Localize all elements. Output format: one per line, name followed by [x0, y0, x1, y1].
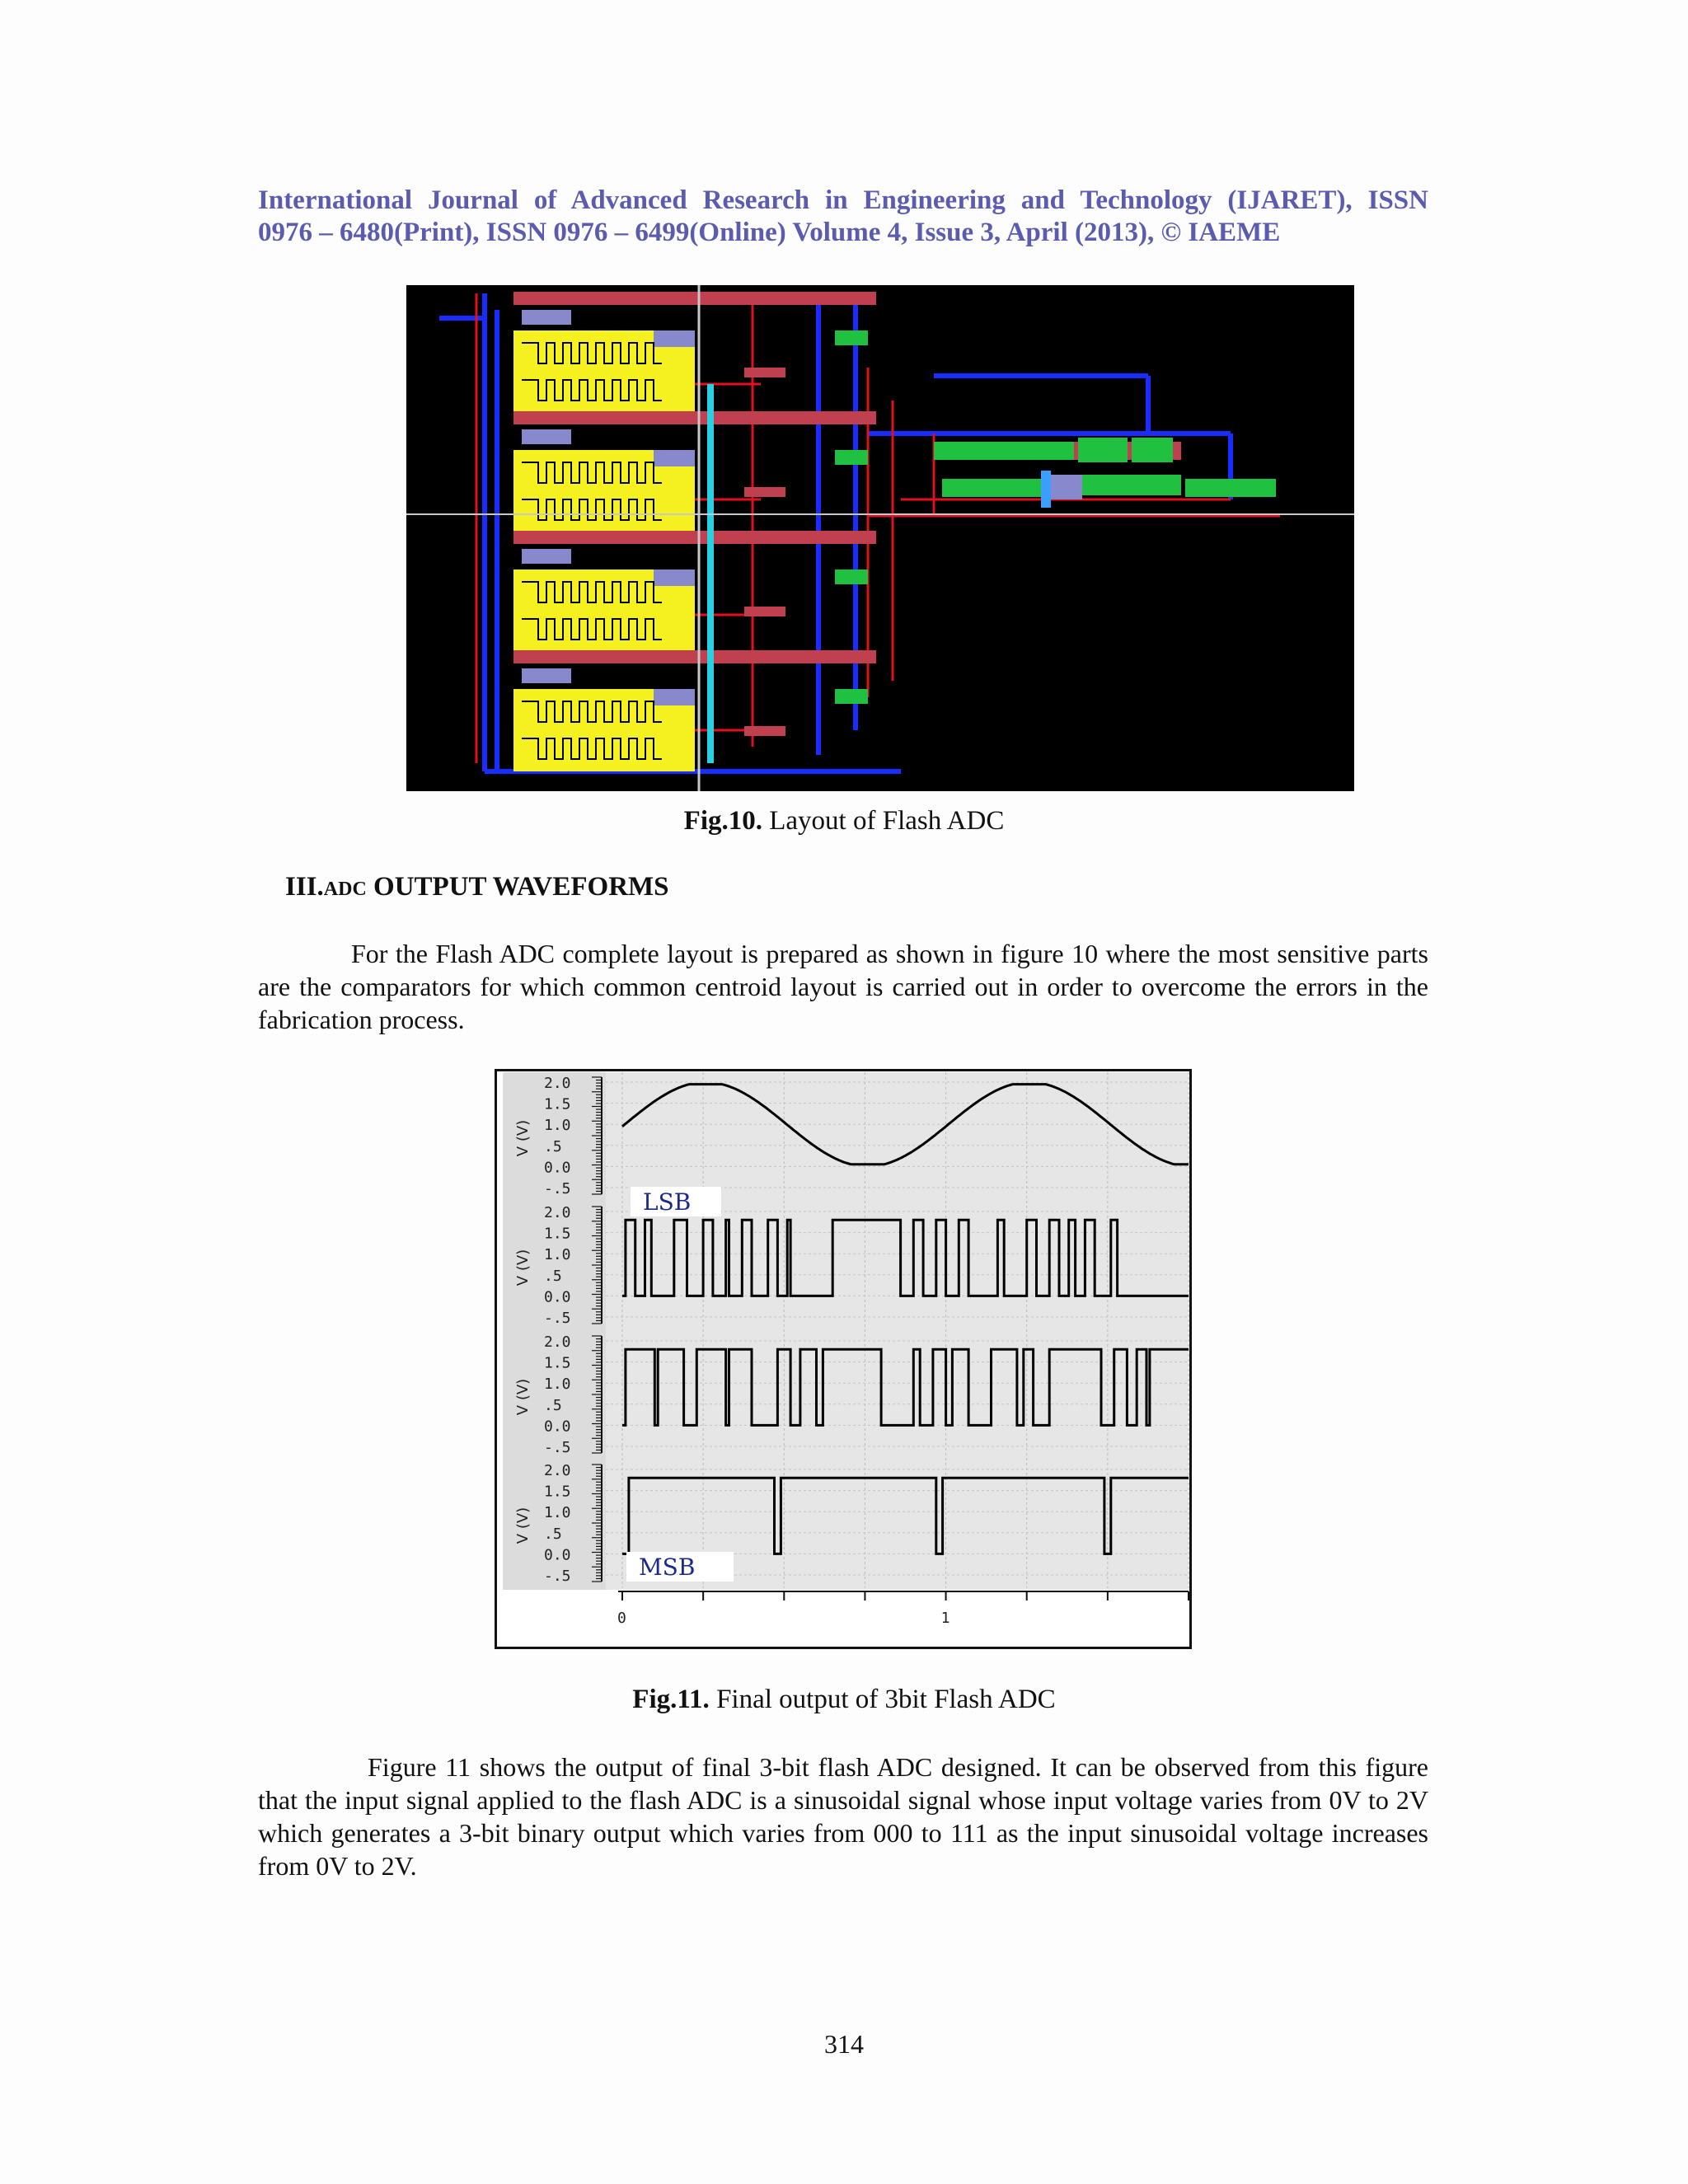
section-title: OUTPUT WAVEFORMS: [366, 872, 669, 902]
y-tick-label: .5: [544, 1525, 562, 1543]
fig10-caption-text: Layout of Flash ADC: [762, 806, 1005, 836]
y-tick-label: 1.5: [544, 1483, 571, 1501]
header-line-2: 0976 – 6480(Print), ISSN 0976 – 6499(Online) Volume 4, Issue 3, April (2013), © IAEME: [258, 218, 1281, 247]
y-axis-label: V (V): [514, 1507, 532, 1544]
section-number: III.: [285, 872, 324, 902]
x-axis-background: [503, 1590, 1189, 1646]
y-tick-label: 0.0: [544, 1288, 571, 1306]
y-tick-label: -.5: [544, 1439, 571, 1456]
y-tick-label: 1.0: [544, 1376, 571, 1394]
fig11-caption: [0, 1685, 1688, 1715]
paragraph-1: For the Flash ADC complete layout is prepared as shown in figure 10 where the most sensitive parts are the comparators for which common centroid layout is carried out in order to overcome the errors in the fabrication process.: [258, 939, 1428, 1034]
y-tick-label: 2.0: [544, 1075, 571, 1092]
fig10-caption-label: Fig.10.: [683, 806, 762, 836]
header-line-1: International Journal of Advanced Research in Engineering and Technology (IJARET), ISSN: [258, 185, 1428, 215]
y-tick-label: 1.5: [544, 1354, 571, 1372]
y-tick-label: 0.0: [544, 1159, 571, 1177]
y-tick-label: .5: [544, 1396, 562, 1414]
y-tick-label: 2.0: [544, 1333, 571, 1351]
y-tick-label: 0.0: [544, 1546, 571, 1564]
y-tick-label: 1.0: [544, 1504, 571, 1522]
adc-output-waveform-chart: [495, 1069, 1192, 1649]
fig10-caption: [0, 806, 1688, 837]
journal-header: [258, 185, 1428, 249]
y-tick-label: 1.5: [544, 1095, 571, 1113]
page-number: 314: [824, 2029, 864, 2059]
fig11-caption-label: Fig.11.: [632, 1685, 710, 1714]
fig11-caption-text: Final output of 3bit Flash ADC: [709, 1685, 1056, 1714]
section-heading: [285, 872, 669, 902]
y-tick-label: 2.0: [544, 1462, 571, 1479]
y-tick-label: 1.0: [544, 1117, 571, 1135]
section-small-caps: ADC: [323, 879, 367, 900]
y-tick-label: 0.0: [544, 1418, 571, 1436]
y-tick-label: 1.0: [544, 1246, 571, 1264]
paragraph-2: Figure 11 shows the output of final 3-bit flash ADC designed. It can be observed from this figure that the input signal applied to the flash ADC is a sinusoidal signal whose input voltage varies from 0V to 2V which generates a 3-bit binary output which varies from 000 to 111 as the input sinusoidal voltage increases from 0V to 2V.: [258, 1752, 1428, 1881]
x-tick-label: 1: [940, 1610, 950, 1627]
y-tick-label: 2.0: [544, 1204, 571, 1221]
y-axis-label: V (V): [514, 1378, 532, 1416]
y-tick-label: .5: [544, 1267, 562, 1285]
y-tick-label: .5: [544, 1137, 562, 1155]
plot-area: [606, 1072, 1189, 1590]
x-tick-label: 0: [617, 1610, 626, 1627]
y-tick-label: -.5: [544, 1310, 571, 1327]
y-tick-label: -.5: [544, 1568, 571, 1585]
y-tick-label: 1.5: [544, 1225, 571, 1243]
y-tick-label: -.5: [544, 1180, 571, 1197]
flash-adc-layout-image: [406, 285, 1354, 791]
series-label: LSB: [643, 1188, 692, 1216]
y-axis-label: V (V): [514, 1249, 532, 1286]
y-axis-label: V (V): [514, 1119, 532, 1157]
series-label: MSB: [639, 1554, 696, 1581]
